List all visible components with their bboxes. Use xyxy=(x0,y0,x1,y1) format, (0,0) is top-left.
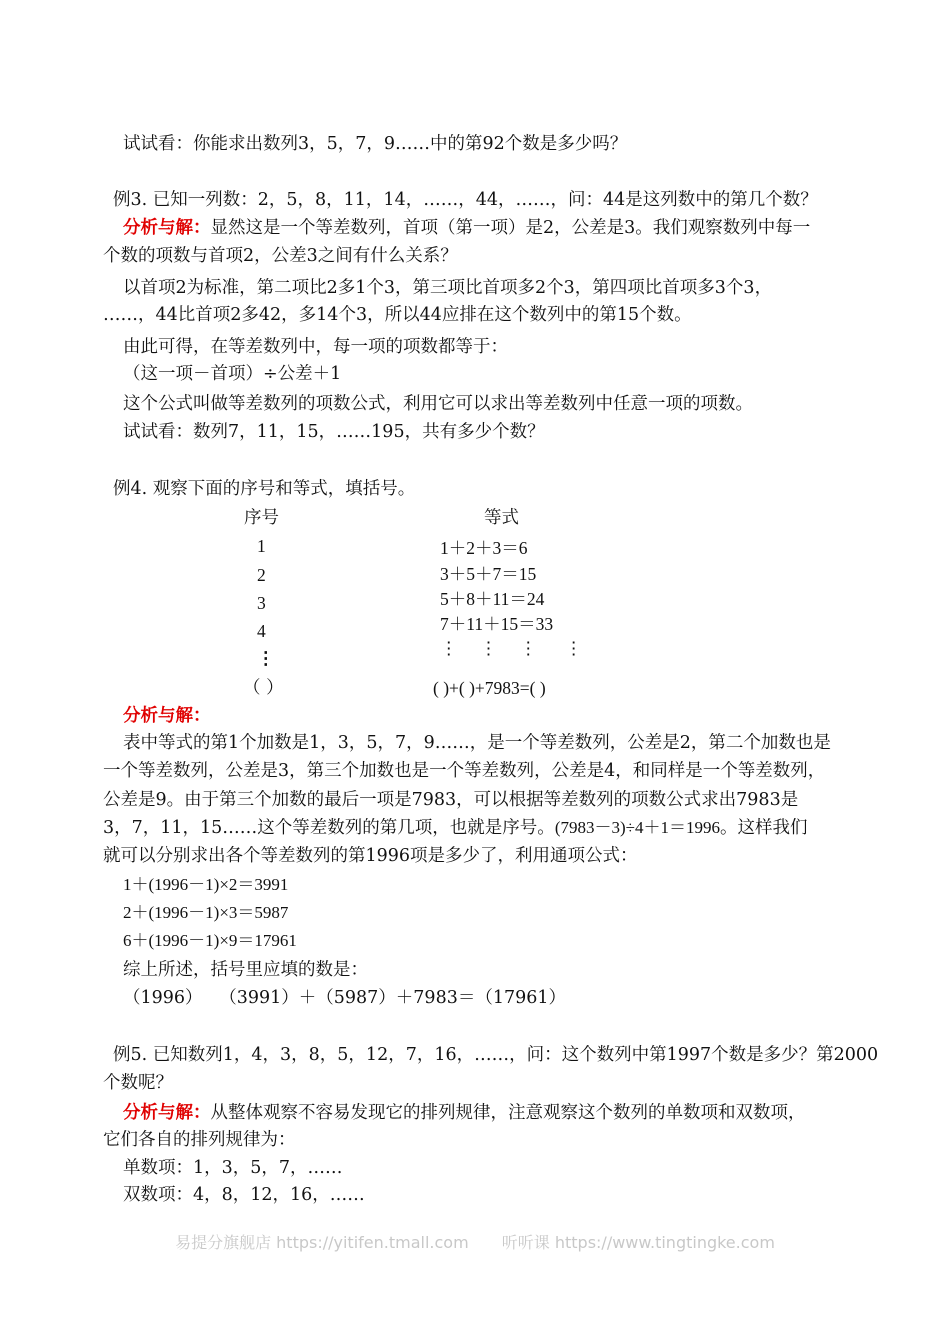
footer-link-site[interactable]: 听听课 https://www.tingtingke.com xyxy=(501,1233,775,1252)
index-cell: 3 xyxy=(257,593,266,613)
equation-cell: 7＋11＋15＝33 xyxy=(440,614,554,634)
index-cell: ⋮ xyxy=(257,649,275,669)
example-5-title-line-2: 个数呢？ xyxy=(103,1073,173,1093)
example-4-analysis-label: 分析与解： xyxy=(123,706,211,726)
example-5-analysis-line-1 xyxy=(123,1101,806,1125)
example-4-analysis-line-5: 就可以分别求出各个等差数列的第1996项是多少了，利用通项公式： xyxy=(103,846,638,866)
example-4-analysis-line-1: 表中等式的第1个加数是1，3，5，7，9……，是一个等差数列，公差是2，第二个加数也是 xyxy=(123,733,831,753)
odd-terms: 单数项：1，3，5，7，…… xyxy=(123,1158,343,1178)
example-3-analysis-line-1 xyxy=(123,216,810,240)
analysis-text: 显然这是一个等差数列，首项（第一项）是2，公差是3。我们观察数列中每一 xyxy=(210,218,811,238)
analysis-text: 从整体观察不容易发现它的排列规律，注意观察这个数列的单数项和双数项， xyxy=(210,1103,806,1123)
example-3-title: 例3. 已知一列数：2，5，8，11，14，……，44，……，问：44是这列数中的第几个数？ xyxy=(113,190,818,210)
index-cell: （ ） xyxy=(243,678,284,698)
equation-column-header: 等式 xyxy=(484,508,519,528)
example-3-para-4: 这个公式叫做等差数列的项数公式，利用它可以求出等差数列中任意一项的项数。 xyxy=(123,394,753,414)
equation-cell: ( )+( )+7983=( ) xyxy=(433,678,546,698)
general-term-formula-1: 1＋(1996－1)×2＝3991 xyxy=(123,875,289,894)
example-3-para-3: 由此可得，在等差数列中，每一项的项数都等于： xyxy=(123,337,508,357)
example-4-analysis-line-2: 一个等差数列，公差是3，第三个加数也是一个等差数列，公差是4，和同样是一个等差数列， xyxy=(103,761,826,781)
term-count-formula: （这一项－首项）÷公差＋1 xyxy=(123,364,342,384)
equation-cell: ⋮ ⋮ ⋮ ⋮ xyxy=(440,639,583,659)
footer-watermark xyxy=(0,1230,950,1253)
try-it-prompt-2: 试试看：数列7，11，15，……195，共有多少个数？ xyxy=(123,422,545,442)
equation-cell: 3＋5＋7＝15 xyxy=(440,564,537,584)
example-3-para-2-line-2: ……，44比首项2多42，多14个3，所以44应排在这个数列中的第15个数。 xyxy=(103,305,692,325)
equation-cell: 1＋2＋3＝6 xyxy=(440,538,528,558)
analysis-label: 分析与解： xyxy=(123,218,211,238)
footer-link-store[interactable]: 易提分旗舰店 https://yitifen.tmall.com xyxy=(175,1233,469,1252)
try-it-prompt-1: 试试看：你能求出数列3，5，7，9……中的第92个数是多少吗？ xyxy=(123,134,628,154)
index-cell: 2 xyxy=(257,565,266,585)
example-5-title-line-1: 例5. 已知数列1，4，3，8，5，12，7，16，……，问：这个数列中第1997个数是多少？第2000 xyxy=(113,1045,879,1065)
analysis-label: 分析与解： xyxy=(123,1103,211,1123)
answer-line: （1996） （3991）＋（5987）＋7983＝（17961） xyxy=(123,988,567,1008)
even-terms: 双数项：4，8，12，16，…… xyxy=(123,1185,365,1205)
example-4-analysis-line-4 xyxy=(103,816,807,840)
example-4-analysis-line-3: 公差是9。由于第三个加数的最后一项是7983，可以根据等差数列的项数公式求出7983是 xyxy=(103,790,799,810)
index-cell: 1 xyxy=(257,536,266,556)
general-term-formula-3: 6＋(1996－1)×9＝17961 xyxy=(123,931,297,950)
index-cell: 4 xyxy=(257,621,266,641)
line-text-end: 。这样我们 xyxy=(719,818,808,838)
example-5-analysis-line-2: 它们各自的排列规律为： xyxy=(103,1130,296,1150)
equation-cell: 5＋8＋11＝24 xyxy=(440,589,545,609)
index-column-header: 序号 xyxy=(244,508,279,528)
inline-formula: (7983－3)÷4＋1＝1996 xyxy=(554,818,720,837)
example-3-para-2-line-1: 以首项2为标准，第二项比2多1个3，第三项比首项多2个3，第四项比首项多3个3， xyxy=(123,278,773,298)
general-term-formula-2: 2＋(1996－1)×3＝5987 xyxy=(123,903,289,922)
example-4-title: 例4. 观察下面的序号和等式，填括号。 xyxy=(113,479,416,499)
summary-text: 综上所述，括号里应填的数是： xyxy=(123,960,368,980)
line-text: 3，7，11，15……这个等差数列的第几项，也就是序号。 xyxy=(103,818,555,838)
example-3-analysis-line-2: 个数的项数与首项2，公差3之间有什么关系？ xyxy=(103,246,458,266)
